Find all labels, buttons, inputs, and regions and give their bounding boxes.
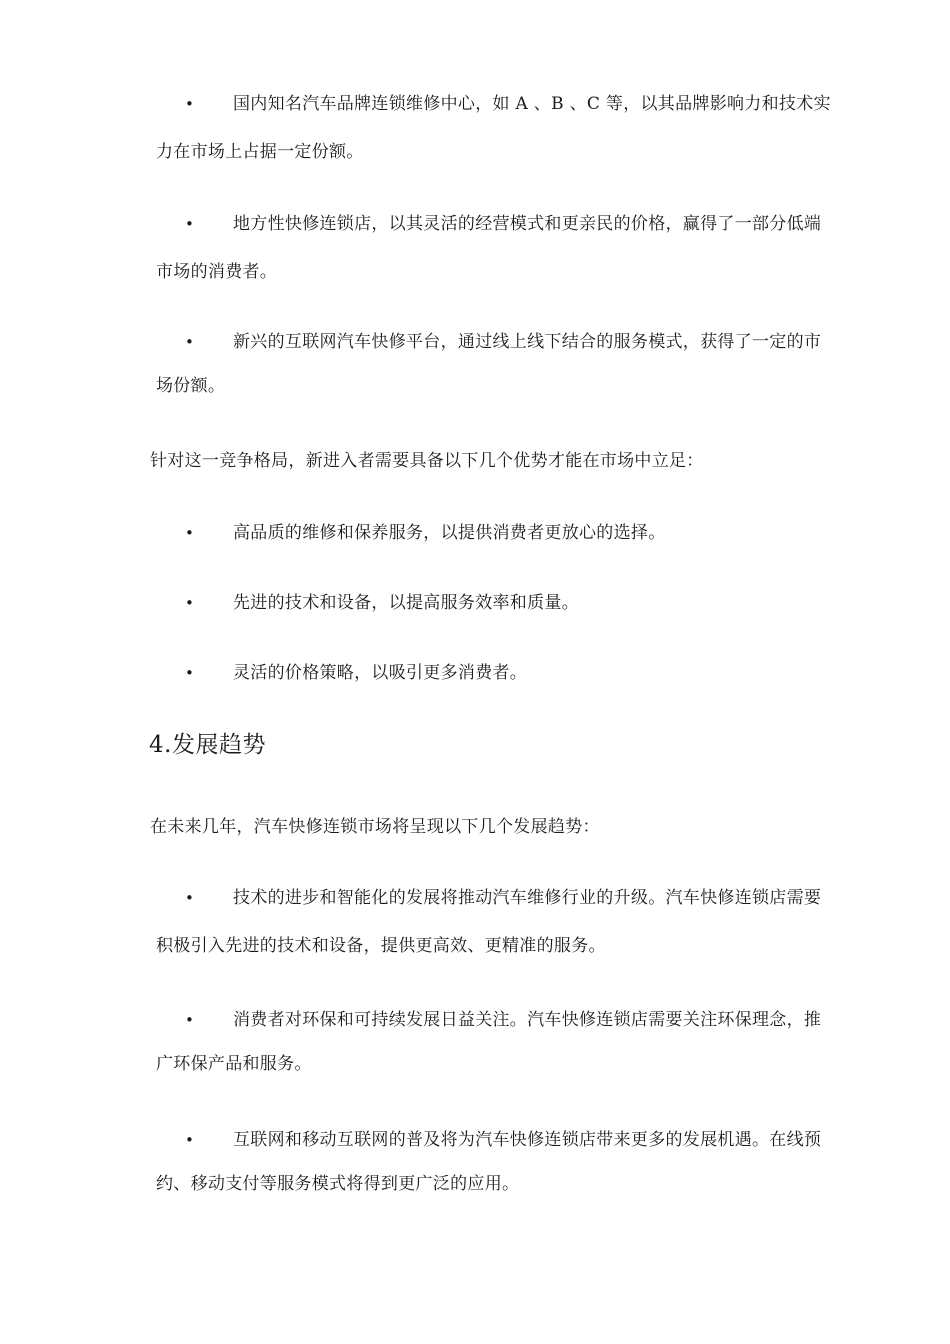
bullet-icon: • <box>185 594 195 612</box>
list-item <box>156 320 836 408</box>
list-item <box>156 200 836 296</box>
bullet-icon: • <box>185 524 195 542</box>
bullet-icon: • <box>185 889 195 907</box>
list-item <box>156 998 836 1086</box>
list-item <box>156 579 836 627</box>
list-item-text: 地方性快修连锁店，以其灵活的经营模式和更亲民的价格，赢得了一部分低端市场的消费者。 <box>156 214 822 282</box>
advantages-intro: 针对这一竞争格局，新进入者需要具备以下几个优势才能在市场中立足： <box>150 451 704 471</box>
list-item <box>156 1118 836 1206</box>
list-item-text: 新兴的互联网汽车快修平台，通过线上线下结合的服务模式，获得了一定的市场份额。 <box>156 332 822 396</box>
list-item-text: 互联网和移动互联网的普及将为汽车快修连锁店带来更多的发展机遇。在线预约、移动支付等服务模式将得到更广泛的应用。 <box>156 1130 822 1194</box>
bullet-icon: • <box>185 1011 195 1029</box>
bullet-icon: • <box>185 95 195 113</box>
list-item-text: 技术的进步和智能化的发展将推动汽车维修行业的升级。汽车快修连锁店需要积极引入先进的技术和设备，提供更高效、更精准的服务。 <box>156 888 822 956</box>
list-item-text: 国内知名汽车品牌连锁维修中心，如 A 、B 、C 等，以其品牌影响力和技术实力在市场上占据一定份额。 <box>156 94 831 162</box>
list-item <box>156 80 836 176</box>
list-item-text: 灵活的价格策略，以吸引更多消费者。 <box>233 663 528 683</box>
section-heading: 4.发展趋势 <box>149 732 266 758</box>
list-item <box>156 509 836 557</box>
list-item-text: 高品质的维修和保养服务，以提供消费者更放心的选择。 <box>233 523 666 543</box>
bullet-icon: • <box>185 333 195 351</box>
list-item-text: 消费者对环保和可持续发展日益关注。汽车快修连锁店需要关注环保理念，推广环保产品和服务。 <box>156 1010 822 1074</box>
list-item <box>156 874 836 970</box>
bullet-icon: • <box>185 1131 195 1149</box>
trends-intro: 在未来几年，汽车快修连锁市场将呈现以下几个发展趋势： <box>150 817 600 837</box>
list-item <box>156 649 836 697</box>
bullet-icon: • <box>185 215 195 233</box>
bullet-icon: • <box>185 664 195 682</box>
list-item-text: 先进的技术和设备，以提高服务效率和质量。 <box>233 593 579 613</box>
